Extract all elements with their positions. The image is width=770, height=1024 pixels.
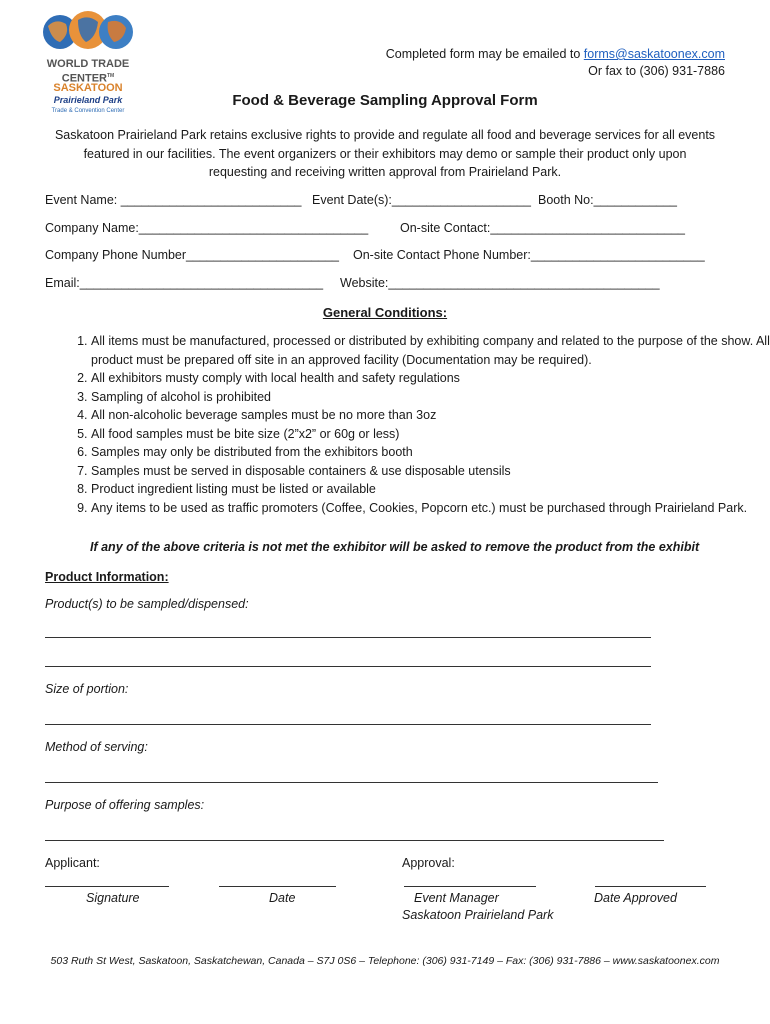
fax-line: Or fax to (306) 931-7886 bbox=[588, 64, 725, 78]
logo-line-5: Trade & Convention Center bbox=[51, 108, 125, 114]
company-name-field[interactable]: Company Name:_________________________________ bbox=[45, 221, 369, 235]
general-conditions-title: General Conditions: bbox=[322, 305, 448, 320]
applicant-label: Applicant: bbox=[45, 856, 100, 870]
date-caption: Date bbox=[269, 891, 296, 905]
condition-item: 7. Samples must be served in disposable containers & use disposable utensils bbox=[91, 462, 770, 481]
method-line[interactable] bbox=[45, 782, 658, 783]
condition-item: 6. Samples may only be distributed from the exhibitors booth bbox=[91, 443, 770, 462]
portion-line[interactable] bbox=[45, 724, 651, 725]
logo-line-2: CENTER™ bbox=[61, 72, 115, 85]
email-field[interactable]: Email:___________________________________ bbox=[45, 276, 324, 290]
date-approved-line[interactable] bbox=[595, 886, 706, 887]
event-dates-field[interactable]: Event Date(s):____________________ bbox=[312, 193, 531, 207]
onsite-contact-field[interactable]: On-site Contact:____________________________ bbox=[400, 221, 685, 235]
intro-paragraph bbox=[40, 126, 730, 182]
onsite-phone-field[interactable]: On-site Contact Phone Number:_________________________ bbox=[353, 248, 705, 262]
email-link[interactable]: forms@saskatoonex.com bbox=[583, 47, 725, 61]
condition-item: 5. All food samples must be bite size (2”x2” or 60g or less) bbox=[91, 425, 770, 444]
product-information-title: Product Information: bbox=[45, 570, 169, 584]
intro-line: featured in our facilities. The event organizers or their exhibitors may demo or sample their product only upon bbox=[83, 146, 687, 161]
booth-number-field[interactable]: Booth No:____________ bbox=[538, 193, 678, 207]
products-line-2[interactable] bbox=[45, 666, 651, 667]
event-name-field[interactable]: Event Name: __________________________ bbox=[45, 193, 302, 207]
intro-line: requesting and receiving written approval from Prairieland Park. bbox=[208, 165, 562, 179]
conditions-list bbox=[45, 332, 770, 517]
condition-item: 1. All items must be manufactured, processed or distributed by exhibiting company and related to the purpose of the show. All product must be prepared off site in an approved facility (Documentation may be required). bbox=[91, 332, 770, 369]
approval-label: Approval: bbox=[402, 856, 455, 870]
form-title: Food & Beverage Sampling Approval Form bbox=[232, 92, 538, 109]
logo-line-3: SASKATOON bbox=[53, 82, 123, 94]
email-line: Completed form may be emailed to forms@saskatoonex.com bbox=[385, 47, 725, 61]
website-field[interactable]: Website:_______________________________________ bbox=[340, 276, 660, 290]
condition-item: 3. Sampling of alcohol is prohibited bbox=[91, 388, 770, 407]
company-phone-field[interactable]: Company Phone Number______________________ bbox=[45, 248, 339, 262]
condition-item: 2. All exhibitors musty comply with local health and safety regulations bbox=[91, 369, 770, 388]
condition-item: 9. Any items to be used as traffic promoters (Coffee, Cookies, Popcorn etc.) must be purchased through Prairieland Park. bbox=[91, 499, 770, 518]
products-label: Product(s) to be sampled/dispensed: bbox=[45, 597, 249, 611]
products-line-1[interactable] bbox=[45, 637, 651, 638]
logo-line-4: Prairieland Park bbox=[53, 95, 123, 105]
globe-icon bbox=[40, 8, 136, 58]
footer-address: 503 Ruth St West, Saskatoon, Saskatchewan, Canada – S7J 0S6 – Telephone: (306) 931-7149 – Fax: (306) 931-7886 – www.saskatoonex.com bbox=[50, 955, 720, 967]
event-manager-line[interactable] bbox=[404, 886, 536, 887]
organization-caption: Saskatoon Prairieland Park bbox=[402, 908, 554, 922]
purpose-line[interactable] bbox=[45, 840, 664, 841]
portion-label: Size of portion: bbox=[45, 682, 129, 696]
method-label: Method of serving: bbox=[45, 740, 148, 754]
contact-info bbox=[386, 46, 725, 80]
condition-item: 8. Product ingredient listing must be listed or available bbox=[91, 480, 770, 499]
criteria-warning: If any of the above criteria is not met the exhibitor will be asked to remove the product from the exhibit bbox=[90, 540, 700, 554]
event-manager-caption: Event Manager bbox=[414, 891, 499, 905]
signature-caption: Signature bbox=[86, 891, 140, 905]
condition-item: 4. All non-alcoholic beverage samples must be no more than 3oz bbox=[91, 406, 770, 425]
date-approved-caption: Date Approved bbox=[594, 891, 677, 905]
logo-line-1: WORLD TRADE bbox=[46, 58, 130, 70]
date-line[interactable] bbox=[219, 886, 336, 887]
signature-line[interactable] bbox=[45, 886, 169, 887]
purpose-label: Purpose of offering samples: bbox=[45, 798, 205, 812]
intro-line: Saskatoon Prairieland Park retains exclusive rights to provide and regulate all food and beverage services for all events bbox=[54, 128, 716, 142]
